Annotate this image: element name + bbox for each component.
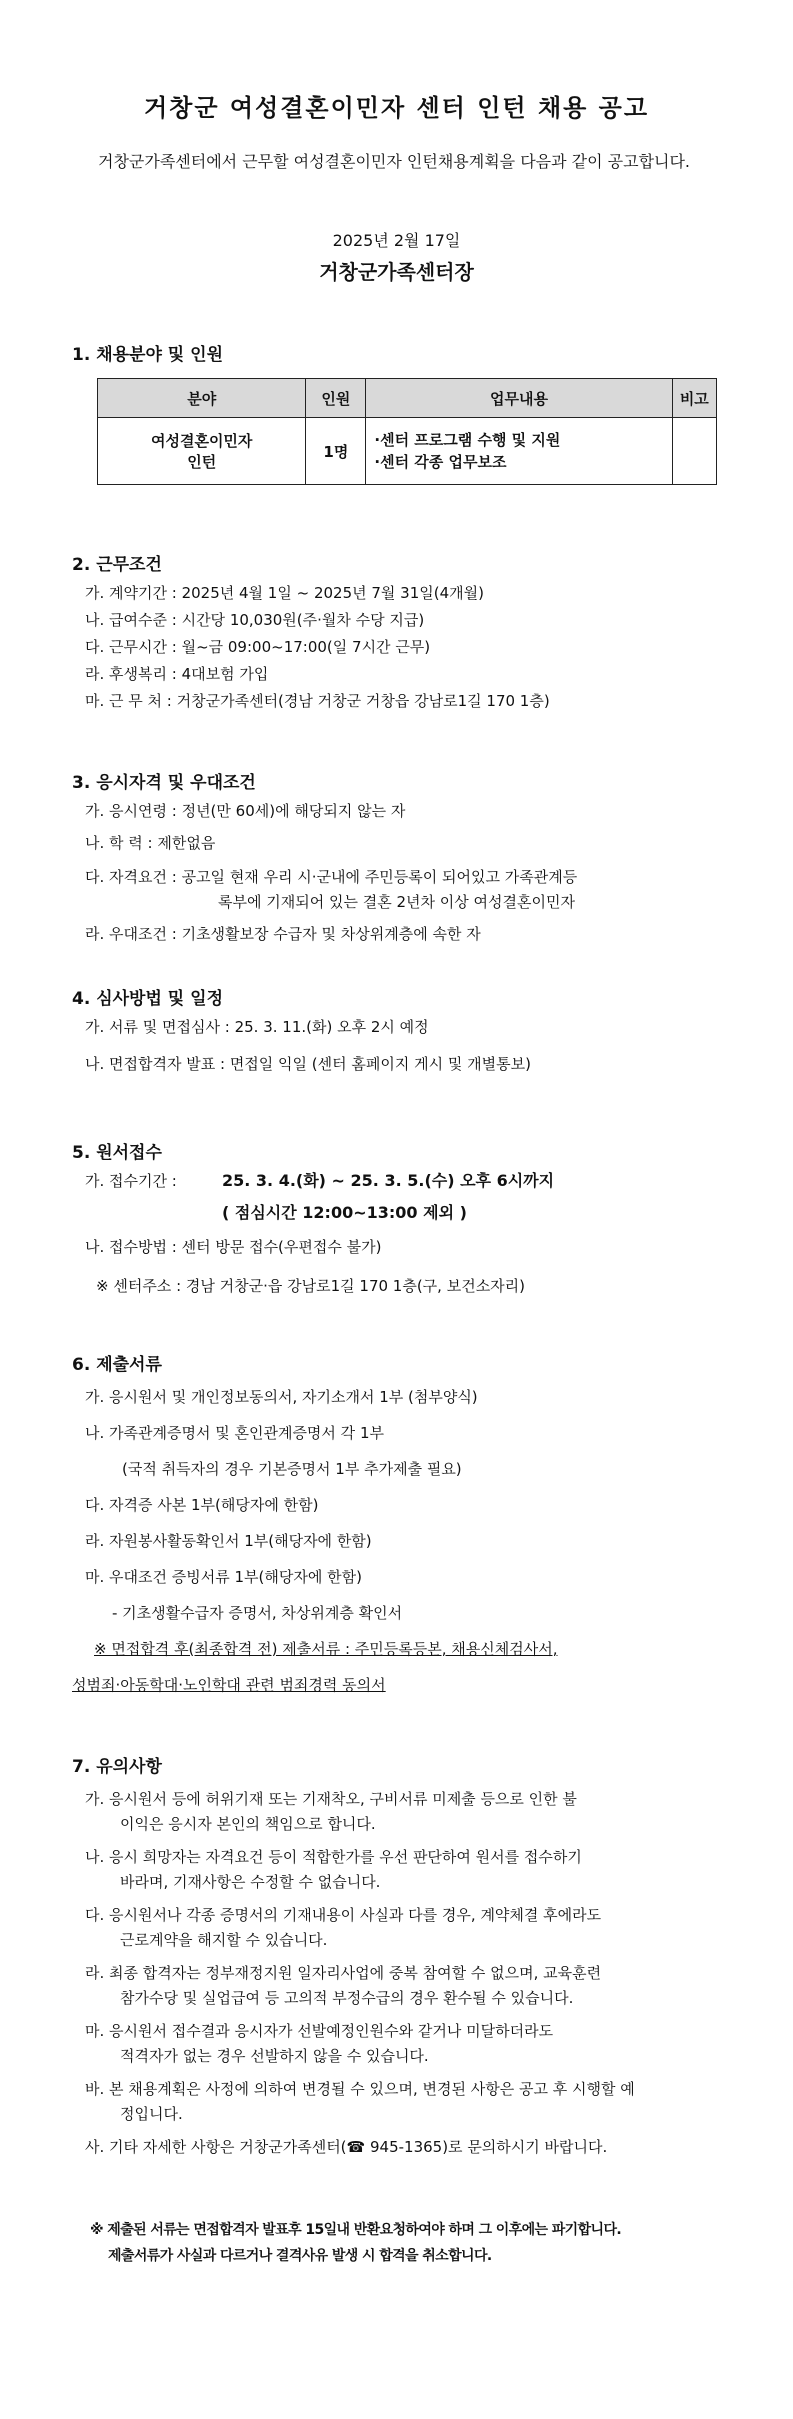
table-header: 분야 xyxy=(98,379,306,418)
recruitment-table xyxy=(97,378,717,485)
section-heading-recruitment: 1. 채용분야 및 인원 xyxy=(72,345,223,365)
field-line: 여성결혼이민자 xyxy=(150,432,253,450)
count-cell: 1명 xyxy=(306,418,366,485)
eligibility-item: 다. 자격요건 : 공고일 현재 우리 시·군내에 주민등록이 되어있고 가족관계등 xyxy=(85,868,578,886)
section-heading-precautions: 7. 유의사항 xyxy=(72,1757,162,1777)
eligibility-item: 가. 응시연령 : 정년(만 60세)에 해당되지 않는 자 xyxy=(85,802,406,820)
duty-line: ·센터 각종 업무보조 xyxy=(374,453,507,471)
precaution-item: 바. 본 채용계획은 사정에 의하여 변경될 수 있으며, 변경된 사항은 공고 후 시행할 예 xyxy=(85,2080,635,2098)
section-heading-eligibility: 3. 응시자격 및 우대조건 xyxy=(72,773,256,793)
duty-cell xyxy=(366,418,672,485)
duty-line: ·센터 프로그램 수행 및 지원 xyxy=(374,431,561,449)
field-line: 인턴 xyxy=(187,453,217,471)
precaution-item-cont: 근로계약을 해지할 수 있습니다. xyxy=(120,1931,328,1949)
precaution-item-cont: 참가수당 및 실업급여 등 고의적 부정수급의 경우 환수될 수 있습니다. xyxy=(120,1989,574,2007)
document-item: 다. 자격증 사본 1부(해당자에 한함) xyxy=(85,1496,319,1514)
section-heading-conditions: 2. 근무조건 xyxy=(72,555,162,575)
notice-date: 2025년 2월 17일 xyxy=(332,231,461,250)
precaution-item-cont: 이익은 응시자 본인의 책임으로 합니다. xyxy=(120,1815,376,1833)
document-item-sub: (국적 취득자의 경우 기본증명서 1부 추가제출 필요) xyxy=(122,1460,462,1478)
field-cell xyxy=(98,418,306,485)
section-heading-screening: 4. 심사방법 및 일정 xyxy=(72,989,223,1009)
section-heading-application: 5. 원서접수 xyxy=(72,1143,162,1163)
precaution-item-cont: 정입니다. xyxy=(120,2105,183,2123)
application-period: 25. 3. 4.(화) ~ 25. 3. 5.(수) 오후 6시까지 xyxy=(222,1171,555,1190)
center-address: ※ 센터주소 : 경남 거창군·읍 강남로1길 170 1층(구, 보건소자리) xyxy=(96,1277,526,1295)
precaution-item: 나. 응시 희망자는 자격요건 등이 적합한가를 우선 판단하여 원서를 접수하기 xyxy=(85,1848,582,1866)
notice-title: 거창군 여성결혼이민자 센터 인턴 채용 공고 xyxy=(143,94,650,122)
condition-item: 라. 후생복리 : 4대보험 가입 xyxy=(85,665,269,683)
condition-item: 나. 급여수준 : 시간당 10,030원(주·월차 수당 지급) xyxy=(85,611,425,629)
document-item: 마. 우대조건 증빙서류 1부(해당자에 한함) xyxy=(85,1568,362,1586)
lunch-exclusion: ( 점심시간 12:00~13:00 제외 ) xyxy=(222,1203,467,1222)
document-item-sub: - 기초생활수급자 증명서, 차상위계층 확인서 xyxy=(112,1604,403,1622)
table-row xyxy=(98,418,717,485)
footer-note: ※ 제출된 서류는 면접합격자 발표후 15일내 반환요청하여야 하며 그 이후에는 파기합니다. xyxy=(90,2222,622,2238)
precaution-item: 다. 응시원서나 각종 증명서의 기재내용이 사실과 다를 경우, 계약체결 후에라도 xyxy=(85,1906,602,1924)
eligibility-item-cont: 록부에 기재되어 있는 결혼 2년차 이상 여성결혼이민자 xyxy=(218,893,575,911)
table-header: 인원 xyxy=(306,379,366,418)
note-cell xyxy=(672,418,716,485)
section-heading-documents: 6. 제출서류 xyxy=(72,1355,162,1375)
precaution-item-cont: 적격자가 없는 경우 선발하지 않을 수 있습니다. xyxy=(120,2047,429,2065)
document-item xyxy=(85,1386,478,1408)
precaution-item-cont: 바라며, 기재사항은 수정할 수 없습니다. xyxy=(120,1873,381,1891)
condition-item: 다. 근무시간 : 월~금 09:00~17:00(일 7시간 근무) xyxy=(85,638,431,656)
table-header: 업무내용 xyxy=(366,379,672,418)
post-interview-docs-note: 성범죄·아동학대·노인학대 관련 범죄경력 동의서 xyxy=(72,1676,386,1694)
eligibility-item: 나. 학 력 : 제한없음 xyxy=(85,834,216,852)
precaution-item: 가. 응시원서 등에 허위기재 또는 기재착오, 구비서류 미제출 등으로 인한 불 xyxy=(85,1790,577,1808)
issuer-name: 거창군가족센터장 xyxy=(319,260,474,284)
screening-item: 가. 서류 및 면접심사 : 25. 3. 11.(화) 오후 2시 예정 xyxy=(85,1018,429,1036)
precaution-item: 마. 응시원서 접수결과 응시자가 선발예정인원수와 같거나 미달하더라도 xyxy=(85,2022,554,2040)
screening-item: 나. 면접합격자 발표 : 면접일 익일 (센터 홈페이지 게시 및 개별통보) xyxy=(85,1055,531,1073)
table-header-row xyxy=(98,379,717,418)
precaution-item: 사. 기타 자세한 사항은 거창군가족센터(☎ 945-1365)로 문의하시기 바랍니다. xyxy=(85,2138,608,2156)
footer-note: 제출서류가 사실과 다르거나 결격사유 발생 시 합격을 취소합니다. xyxy=(108,2248,492,2264)
precaution-item: 라. 최종 합격자는 정부재정지원 일자리사업에 중복 참여할 수 없으며, 교육훈련 xyxy=(85,1964,602,1982)
condition-item: 가. 계약기간 : 2025년 4월 1일 ~ 2025년 7월 31일(4개월) xyxy=(85,584,484,602)
document-item: 나. 가족관계증명서 및 혼인관계증명서 각 1부 xyxy=(85,1424,384,1442)
document-item: 라. 자원봉사활동확인서 1부(해당자에 한함) xyxy=(85,1532,372,1550)
period-label: 가. 접수기간 : xyxy=(85,1172,177,1190)
table-header: 비고 xyxy=(672,379,716,418)
post-interview-docs-note: ※ 면접합격 후(최종합격 전) 제출서류 : 주민등록등본, 채용신체검사서, xyxy=(94,1640,558,1658)
document-item-text: 가. 응시원서 및 개인정보동의서, 자기소개서 1부 (첨부양식) xyxy=(85,1388,478,1406)
condition-item: 마. 근 무 처 : 거창군가족센터(경남 거창군 거창읍 강남로1길 170 1층) xyxy=(85,692,550,710)
application-method: 나. 접수방법 : 센터 방문 접수(우편접수 불가) xyxy=(85,1238,382,1256)
intro-paragraph: 거창군가족센터에서 근무할 여성결혼이민자 인턴채용계획을 다음과 같이 공고합니다. xyxy=(98,152,691,171)
eligibility-item: 라. 우대조건 : 기초생활보장 수급자 및 차상위계층에 속한 자 xyxy=(85,925,481,943)
